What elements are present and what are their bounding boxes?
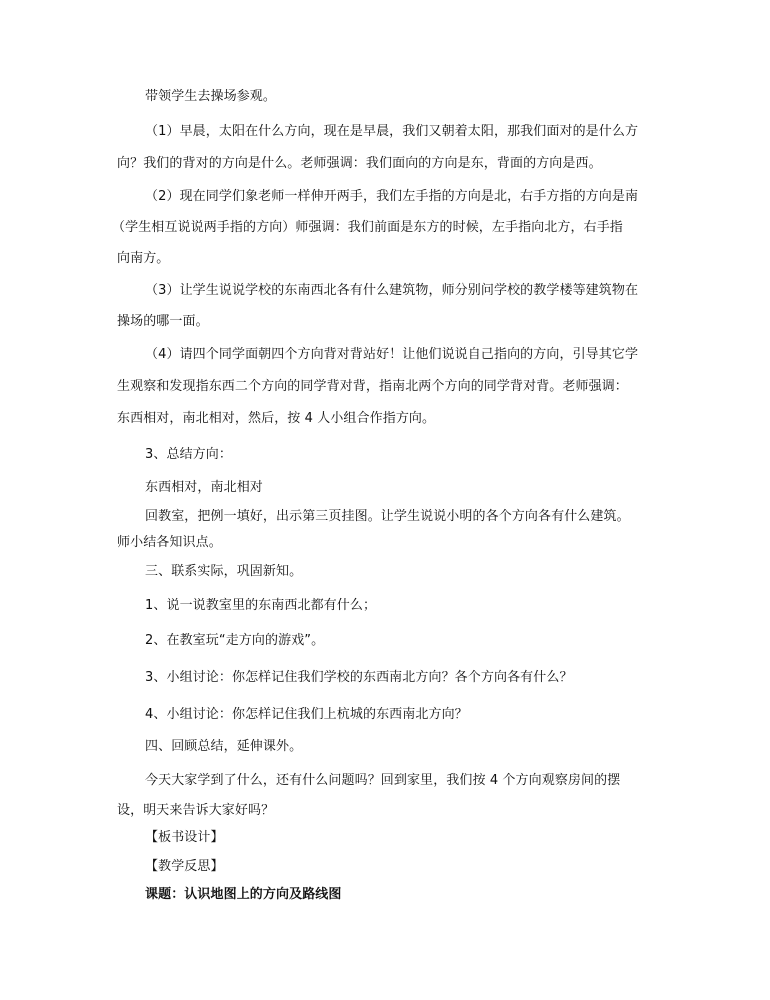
text-line: 今天大家学到了什么，还有什么问题吗？回到家里，我们按 4 个方向观察房间的摆 <box>145 773 621 788</box>
text-line: （4）请四个同学面朝四个方向背对背站好！让他们说说自己指向的方向，引导其它学 <box>145 347 639 362</box>
list-item: 1、说一说教室里的东南西北都有什么； <box>145 598 377 613</box>
text-line: 东西相对，南北相对，然后，按 4 人小组合作指方向。 <box>117 411 436 426</box>
section-heading: 三、联系实际，巩固新知。 <box>145 564 303 579</box>
text-line: （2）现在同学们象老师一样伸开两手，我们左手指的方向是北，右手方指的方向是南 <box>145 189 639 204</box>
text-line: 带领学生去操场参观。 <box>145 89 277 104</box>
text-line: 回教室，把例一填好，出示第三页挂图。让学生说说小明的各个方向各有什么建筑。 <box>145 509 630 524</box>
text-line: 操场的哪一面。 <box>117 314 209 329</box>
text-line: （1）早晨，太阳在什么方向，现在是早晨，我们又朝着太阳，那我们面对的是什么方 <box>145 124 639 139</box>
section-heading: 【板书设计】 <box>145 830 224 845</box>
list-item: 3、小组讨论：你怎样记住我们学校的东西南北方向？各个方向各有什么？ <box>145 670 573 685</box>
text-line: 师小结各知识点。 <box>117 535 222 550</box>
list-item: 2、在教室玩“走方向的游戏”。 <box>145 633 325 648</box>
section-heading: 四、回顾总结，延伸课外。 <box>145 739 303 754</box>
list-item: 4、小组讨论：你怎样记住我们上杭城的东西南北方向？ <box>145 707 468 722</box>
text-line: 生观察和发现指东西二个方向的同学背对背，指南北两个方向的同学背对背。老师强调： <box>117 379 628 394</box>
text-line: 设，明天来告诉大家好吗？ <box>117 803 275 818</box>
lesson-title: 课题：认识地图上的方向及路线图 <box>145 887 342 902</box>
text-line: 向？我们的背对的方向是什么。老师强调：我们面向的方向是东，背面的方向是西。 <box>117 156 602 171</box>
text-line: 东西相对，南北相对 <box>145 480 263 495</box>
section-heading: 3、总结方向： <box>145 447 232 462</box>
text-line: （3）让学生说说学校的东南西北各有什么建筑物，师分别问学校的教学楼等建筑物在 <box>145 283 639 298</box>
text-line: 向南方。 <box>117 251 170 266</box>
section-heading: 【教学反思】 <box>145 859 224 874</box>
text-line: （学生相互说说两手指的方向）师强调：我们前面是东方的时候，左手指向北方，右手指 <box>112 220 623 235</box>
